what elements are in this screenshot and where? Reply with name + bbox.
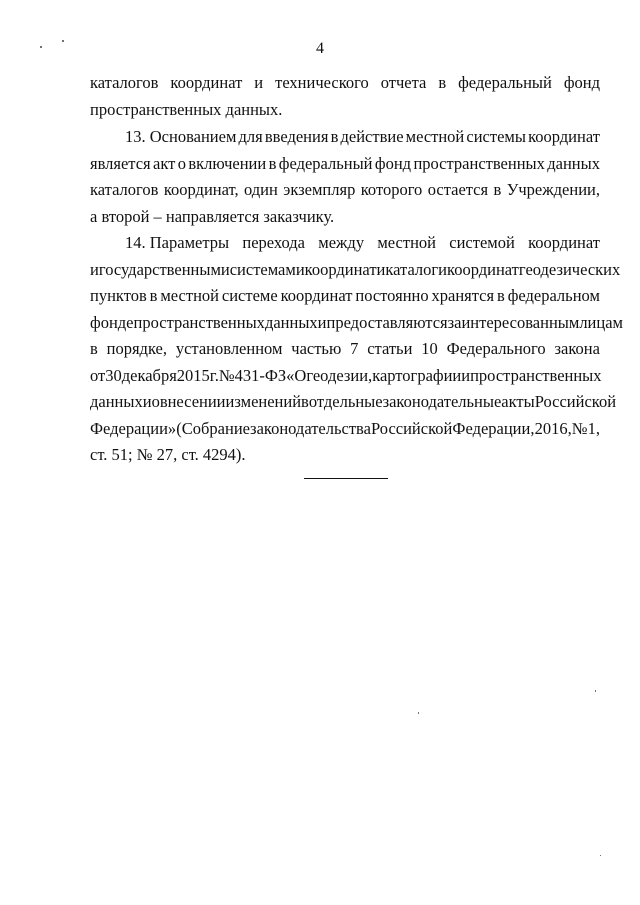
end-divider-line (304, 478, 388, 479)
word: Федерации» (90, 418, 177, 438)
word: федеральный (458, 73, 552, 92)
word: законодательства (250, 418, 371, 438)
word: 30 (105, 365, 122, 385)
word: картографии (372, 365, 462, 385)
word: № (571, 418, 588, 438)
word: каталогов (90, 73, 159, 92)
text-line: пространственных данных. (90, 99, 283, 119)
word: координат (280, 286, 353, 305)
word: о (151, 392, 160, 411)
word: постоянно (355, 286, 429, 305)
word: координат (528, 233, 600, 252)
word: 2016, (534, 418, 572, 438)
word: порядке, (106, 339, 168, 358)
scan-speck (418, 712, 419, 714)
word: является (90, 153, 151, 173)
word: внесении (159, 392, 226, 411)
word: пунктов (90, 286, 147, 305)
text-line (90, 283, 600, 310)
word: пространственных (413, 153, 545, 173)
word: в (90, 339, 98, 358)
word: системой (449, 233, 515, 252)
word: 10 (421, 339, 438, 358)
word: данных (547, 153, 600, 173)
word: Российской (371, 418, 453, 438)
word: пространственных (133, 312, 265, 332)
word: лицам (579, 312, 623, 332)
text-line (90, 336, 600, 363)
word: которого (360, 180, 423, 199)
word: 431-ФЗ (234, 365, 287, 385)
word: в (438, 73, 447, 92)
text-line (90, 363, 600, 390)
text-line (90, 389, 617, 416)
word: изменений (225, 392, 302, 411)
paragraph-item-14 (90, 230, 623, 469)
word: предоставляются (326, 312, 448, 332)
word: местной (405, 127, 465, 146)
text-line (90, 177, 600, 204)
word: координат (528, 127, 600, 146)
word: федеральном (507, 286, 600, 305)
word: 14. Параметры (125, 233, 230, 252)
word: введения (264, 127, 329, 146)
word: фонд (563, 73, 600, 92)
word: для (238, 127, 263, 146)
word: хранятся (431, 286, 495, 305)
text-line (90, 257, 621, 284)
word: и (461, 365, 471, 385)
word: Федерального (446, 339, 546, 358)
word: частью (291, 339, 342, 358)
word: акты (501, 392, 535, 411)
word: декабря (121, 365, 177, 385)
scan-speck (40, 46, 42, 48)
word: перехода (242, 233, 305, 252)
word: координат, (163, 180, 239, 199)
word: действие (340, 127, 404, 146)
word: технического (275, 73, 369, 92)
paragraph-continuation (90, 70, 600, 123)
paragraph-item-13 (90, 124, 600, 230)
word: (Собрание (176, 418, 250, 438)
word: статьи (367, 339, 413, 358)
word: Федерации, (452, 418, 535, 438)
word: экземпляр (283, 180, 356, 199)
word: и (317, 312, 327, 332)
word: государственными (98, 259, 230, 279)
text-line (90, 230, 600, 257)
word: и (90, 259, 99, 279)
word: в (330, 127, 339, 146)
word: фонде (90, 312, 134, 332)
scan-speck (600, 855, 601, 856)
word: системами (229, 259, 305, 279)
word: 1, (587, 418, 600, 438)
word: 13. Основанием (125, 127, 237, 146)
word: каталоги (385, 259, 448, 279)
word: отдельные (308, 392, 383, 411)
word: каталогов (90, 180, 159, 199)
text-line (90, 70, 600, 97)
word: фонд (374, 153, 412, 173)
word: данных (264, 312, 318, 332)
word: № (218, 365, 235, 385)
word: федеральный (278, 153, 373, 173)
text-line (90, 124, 600, 151)
word: в (149, 286, 158, 305)
word: местной (160, 286, 219, 305)
word: пространственных (470, 365, 602, 385)
word: и (142, 392, 152, 411)
word: отчета (380, 73, 427, 92)
word: и (376, 259, 386, 279)
word: от (90, 365, 106, 385)
word: Учреждении, (506, 180, 600, 199)
word: координат (170, 73, 243, 92)
word: координат (304, 259, 377, 279)
word: между (318, 233, 365, 252)
word: геодезии, (306, 365, 373, 385)
word: один (244, 180, 278, 199)
word: заинтересованным (447, 312, 580, 332)
word: акт (153, 153, 176, 173)
word: геодезических (518, 259, 621, 279)
word: «О (286, 365, 307, 385)
page-number: 4 (316, 40, 324, 57)
scan-speck (595, 690, 596, 692)
word: в (493, 180, 502, 199)
word: данных (90, 392, 143, 411)
word: и (254, 73, 264, 92)
word: в (301, 392, 309, 411)
word: о (177, 153, 186, 173)
text-line (90, 310, 623, 337)
word: закона (554, 339, 600, 358)
word: остается (427, 180, 489, 199)
text-line: а второй – направляется заказчику. (90, 206, 335, 226)
word: системе (221, 286, 278, 305)
text-line (90, 416, 600, 443)
word: законодательные (382, 392, 502, 411)
word: в (268, 153, 277, 173)
word: координат (447, 259, 519, 279)
word: Российской (534, 392, 617, 411)
word: установленном (175, 339, 283, 358)
word: г. (209, 365, 219, 385)
word: 7 (350, 339, 359, 358)
text-line (90, 151, 600, 178)
word: 2015 (176, 365, 210, 385)
text-line: ст. 51; № 27, ст. 4294). (90, 445, 246, 464)
scan-speck (62, 40, 64, 42)
word: системы (466, 127, 526, 146)
word: местной (377, 233, 436, 252)
word: включении (188, 153, 267, 173)
word: в (497, 286, 505, 305)
